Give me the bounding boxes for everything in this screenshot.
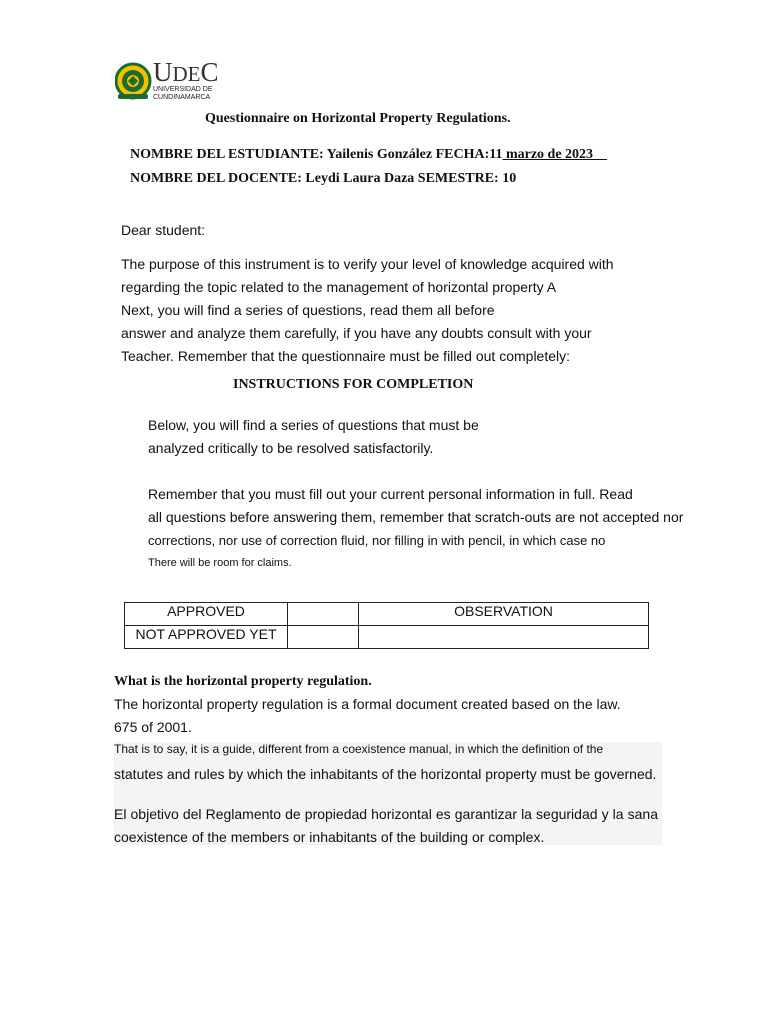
intro-line: Teacher. Remember that the questionnaire must be filled out completely: [121, 348, 571, 364]
observation-header: OBSERVATION [359, 603, 649, 626]
not-approved-mark-cell[interactable] [288, 626, 359, 649]
logo-wordmark: UDEC [153, 57, 219, 87]
not-approved-label: NOT APPROVED YET [125, 626, 288, 649]
logo-line-1: UNIVERSIDAD DE [153, 86, 213, 93]
intro-line: regarding the topic related to the management of horizontal property A [121, 279, 557, 295]
grading-table [124, 602, 649, 649]
table-row [125, 603, 649, 626]
approved-mark-cell[interactable] [288, 603, 359, 626]
answer-line: The horizontal property regulation is a formal document created based on the law. [114, 696, 621, 712]
answer-line: statutes and rules by which the inhabitants of the horizontal property must be governed. [114, 766, 657, 782]
teacher-line: NOMBRE DEL DOCENTE: Leydi Laura Daza SEMESTRE: 10 [130, 171, 517, 186]
student-info: NOMBRE DEL ESTUDIANTE: Yailenis González FECHA:11 [130, 147, 503, 162]
question-heading: What is the horizontal property regulation. [114, 674, 372, 689]
intro-line: Next, you will find a series of questions, read them all before [121, 302, 495, 318]
instruction-line: corrections, nor use of correction fluid, nor filling in with pencil, in which case no [148, 533, 606, 548]
intro-line: answer and analyze them carefully, if you have any doubts consult with your [121, 325, 592, 341]
instructions-paragraph-1 [148, 414, 479, 460]
answer-part-1 [114, 693, 622, 739]
date-value: marzo de 2023 [502, 147, 608, 162]
instruction-line: analyzed critically to be resolved satisfactorily. [148, 440, 434, 456]
document-title: Questionnaire on Horizontal Property Regulations. [205, 111, 511, 126]
answer-line: 675 of 2001. [114, 719, 192, 735]
university-logo [115, 56, 235, 106]
logo-line-2: CUNDINAMARCA [153, 94, 211, 101]
approved-label: APPROVED [125, 603, 288, 626]
answer-line: El objetivo del Reglamento de propiedad horizontal es garantizar la seguridad y la sana [114, 806, 658, 822]
answer-line: coexistence of the members or inhabitants of the building or complex. [114, 829, 545, 845]
greeting: Dear student: [121, 222, 206, 238]
answer-line: That is to say, it is a guide, different from a coexistence manual, in which the definition of the [114, 742, 604, 756]
instruction-line: Below, you will find a series of questions that must be [148, 417, 479, 433]
instruction-line: There will be room for claims. [148, 557, 292, 569]
instruction-line: all questions before answering them, remember that scratch-outs are not accepted nor [148, 509, 684, 525]
intro-line: The purpose of this instrument is to verify your level of knowledge acquired with [121, 256, 614, 272]
student-line [130, 147, 607, 163]
table-row [125, 626, 649, 649]
instructions-paragraph-2 [148, 483, 683, 575]
intro-paragraph [121, 253, 614, 368]
observation-cell[interactable] [359, 626, 649, 649]
instructions-heading: INSTRUCTIONS FOR COMPLETION [233, 377, 474, 392]
instruction-line: Remember that you must fill out your current personal information in full. Read [148, 486, 633, 502]
